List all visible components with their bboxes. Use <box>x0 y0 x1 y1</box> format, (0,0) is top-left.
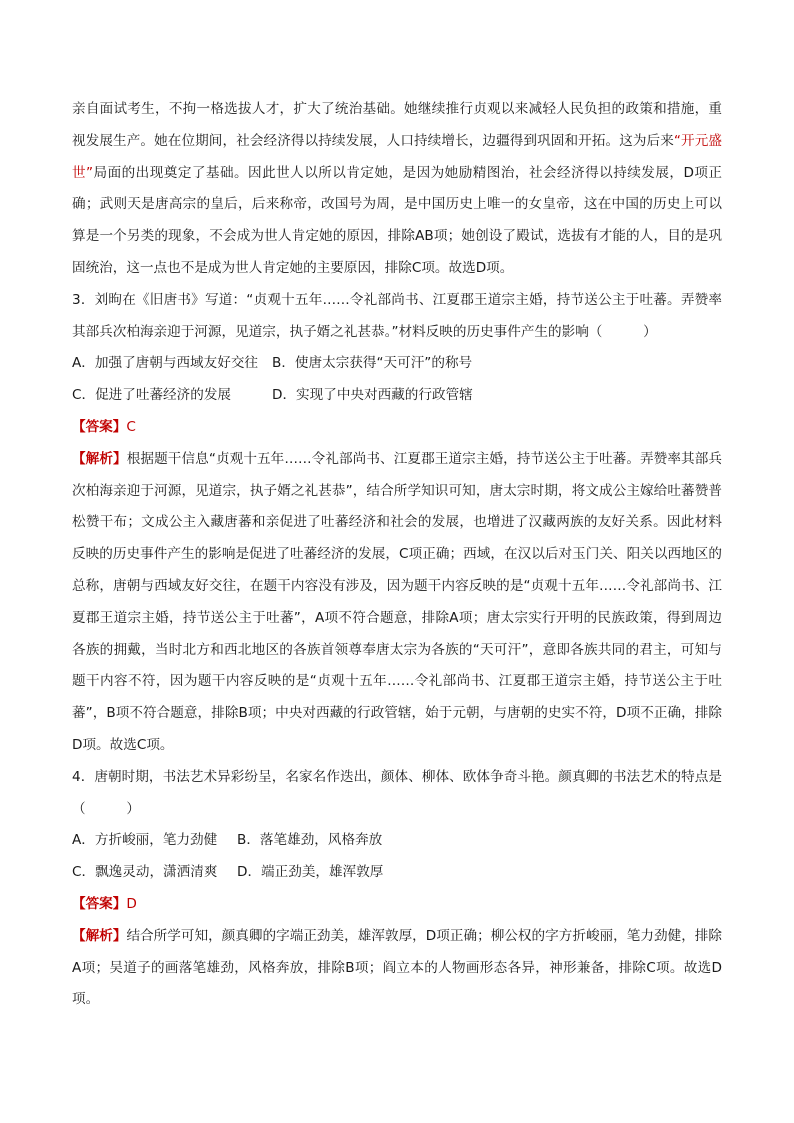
answer-tag: 【答案】 <box>72 895 127 912</box>
previous-analysis: 亲自面试考生，不拘一格选拔人才，扩大了统治基础。她继续推行贞观以来减轻人民负担的政策和措施，重视发展生产。她在位期间，社会经济得以持续发展，人口持续增长，边疆得到巩固和开拓。这为后来“开元盛世”局面的出现奠定了基础。因此世人以所以肯定她，是因为她励精图治，社会经济得以持续发展，D项正确；武则天是唐高宗的皇后，后来称帝，改国号为周，是中国历史上唯一的女皇帝，这在中国的历史上可以算是一个另类的现象，不会成为世人肯定她的原因，排除AB项；她创设了殿试，选拔有才能的人，目的是巩固统治，这一点也不是成为世人肯定她的主要原因，排除C项。故选D项。 <box>72 101 723 276</box>
q3-option-d: D．实现了中央对西藏的行政管辖 <box>272 387 473 404</box>
q3-option-a: A．加强了唐朝与西域友好交往 <box>72 355 259 372</box>
q4-options-row1 <box>72 825 722 857</box>
q4-option-a: A．方折峻丽，笔力劲健 <box>72 832 218 849</box>
q3-answer <box>72 412 722 444</box>
q4-option-b: B．落笔雄劲，风格奔放 <box>237 832 383 849</box>
q4-analysis: 【解析】结合所学可知，颜真卿的字端正劲美，雄浑敦厚，D项正确；柳公权的字方折峻丽，笔力劲健，排除A项；吴道子的画落笔雄劲，风格奔放，排除B项；阎立本的人物画形态各异，神形兼备，排除C项。故选D项。 <box>72 927 723 1008</box>
q3-options-row1 <box>72 348 722 380</box>
q4-option-d: D．端正劲美，雄浑敦厚 <box>237 864 384 881</box>
q4-options-row2 <box>72 857 722 889</box>
q3-option-b: B．使唐太宗获得“天可汗”的称号 <box>272 355 473 372</box>
analysis-tag: 【解析】 <box>72 927 127 944</box>
q4-stem: 4．唐朝时期，书法艺术异彩纷呈，名家名作迭出，颜体、柳体、欧体争奇斗艳。颜真卿的书法艺术的特点是（ ） <box>72 768 722 817</box>
answer-value: C <box>126 418 136 435</box>
q4-option-c: C．飘逸灵动，潇洒清爽 <box>72 864 218 881</box>
q4-answer <box>72 889 722 921</box>
highlight-kaiyuan: “开元盛世” <box>72 132 723 181</box>
q3-option-c: C．促进了吐蕃经济的发展 <box>72 387 232 404</box>
q3-stem: 3．刘昫在《旧唐书》写道：“贞观十五年……令礼部尚书、江夏郡王道宗主婚，持节送公主于吐蕃。弄赞率其部兵次柏海亲迎于河源，见道宗，执子婿之礼甚恭。”材料反映的历史事件产生的影响（ ） <box>72 291 722 340</box>
answer-value: D <box>126 895 137 912</box>
document-page <box>72 94 722 1016</box>
answer-tag: 【答案】 <box>72 418 127 435</box>
q3-options-row2 <box>72 380 722 412</box>
analysis-tag: 【解析】 <box>72 450 127 467</box>
q3-analysis: 【解析】根据题干信息“贞观十五年……令礼部尚书、江夏郡王道宗主婚，持节送公主于吐蕃。弄赞率其部兵次柏海亲迎于河源，见道宗，执子婿之礼甚恭”，结合所学知识可知，唐太宗时期，将文成公主嫁给吐蕃赞普松赞干布；文成公主入藏唐蕃和亲促进了吐蕃经济和社会的发展，也增进了汉藏两族的友好关系。因此材料反映的历史事件产生的影响是促进了吐蕃经济的发展，C项正确；西域，在汉以后对玉门关、阳关以西地区的总称，唐朝与西域友好交往，在题干内容没有涉及，因为题干内容反映的是“贞观十五年……令礼部尚书、江夏郡王道宗主婚，持节送公主于吐蕃”，A项不符合题意，排除A项；唐太宗实行开明的民族政策，得到周边各族的拥戴，当时北方和西北地区的各族首领尊奉唐太宗为各族的“天可汗”，意即各族共同的君主，可知与题干内容不符，因为题干内容反映的是“贞观十五年……令礼部尚书、江夏郡王道宗主婚，持节送公主于吐蕃”，B项不符合题意，排除B项；中央对西藏的行政管辖，始于元朝，与唐朝的史实不符，D项不正确，排除D项。故选C项。 <box>72 450 722 753</box>
